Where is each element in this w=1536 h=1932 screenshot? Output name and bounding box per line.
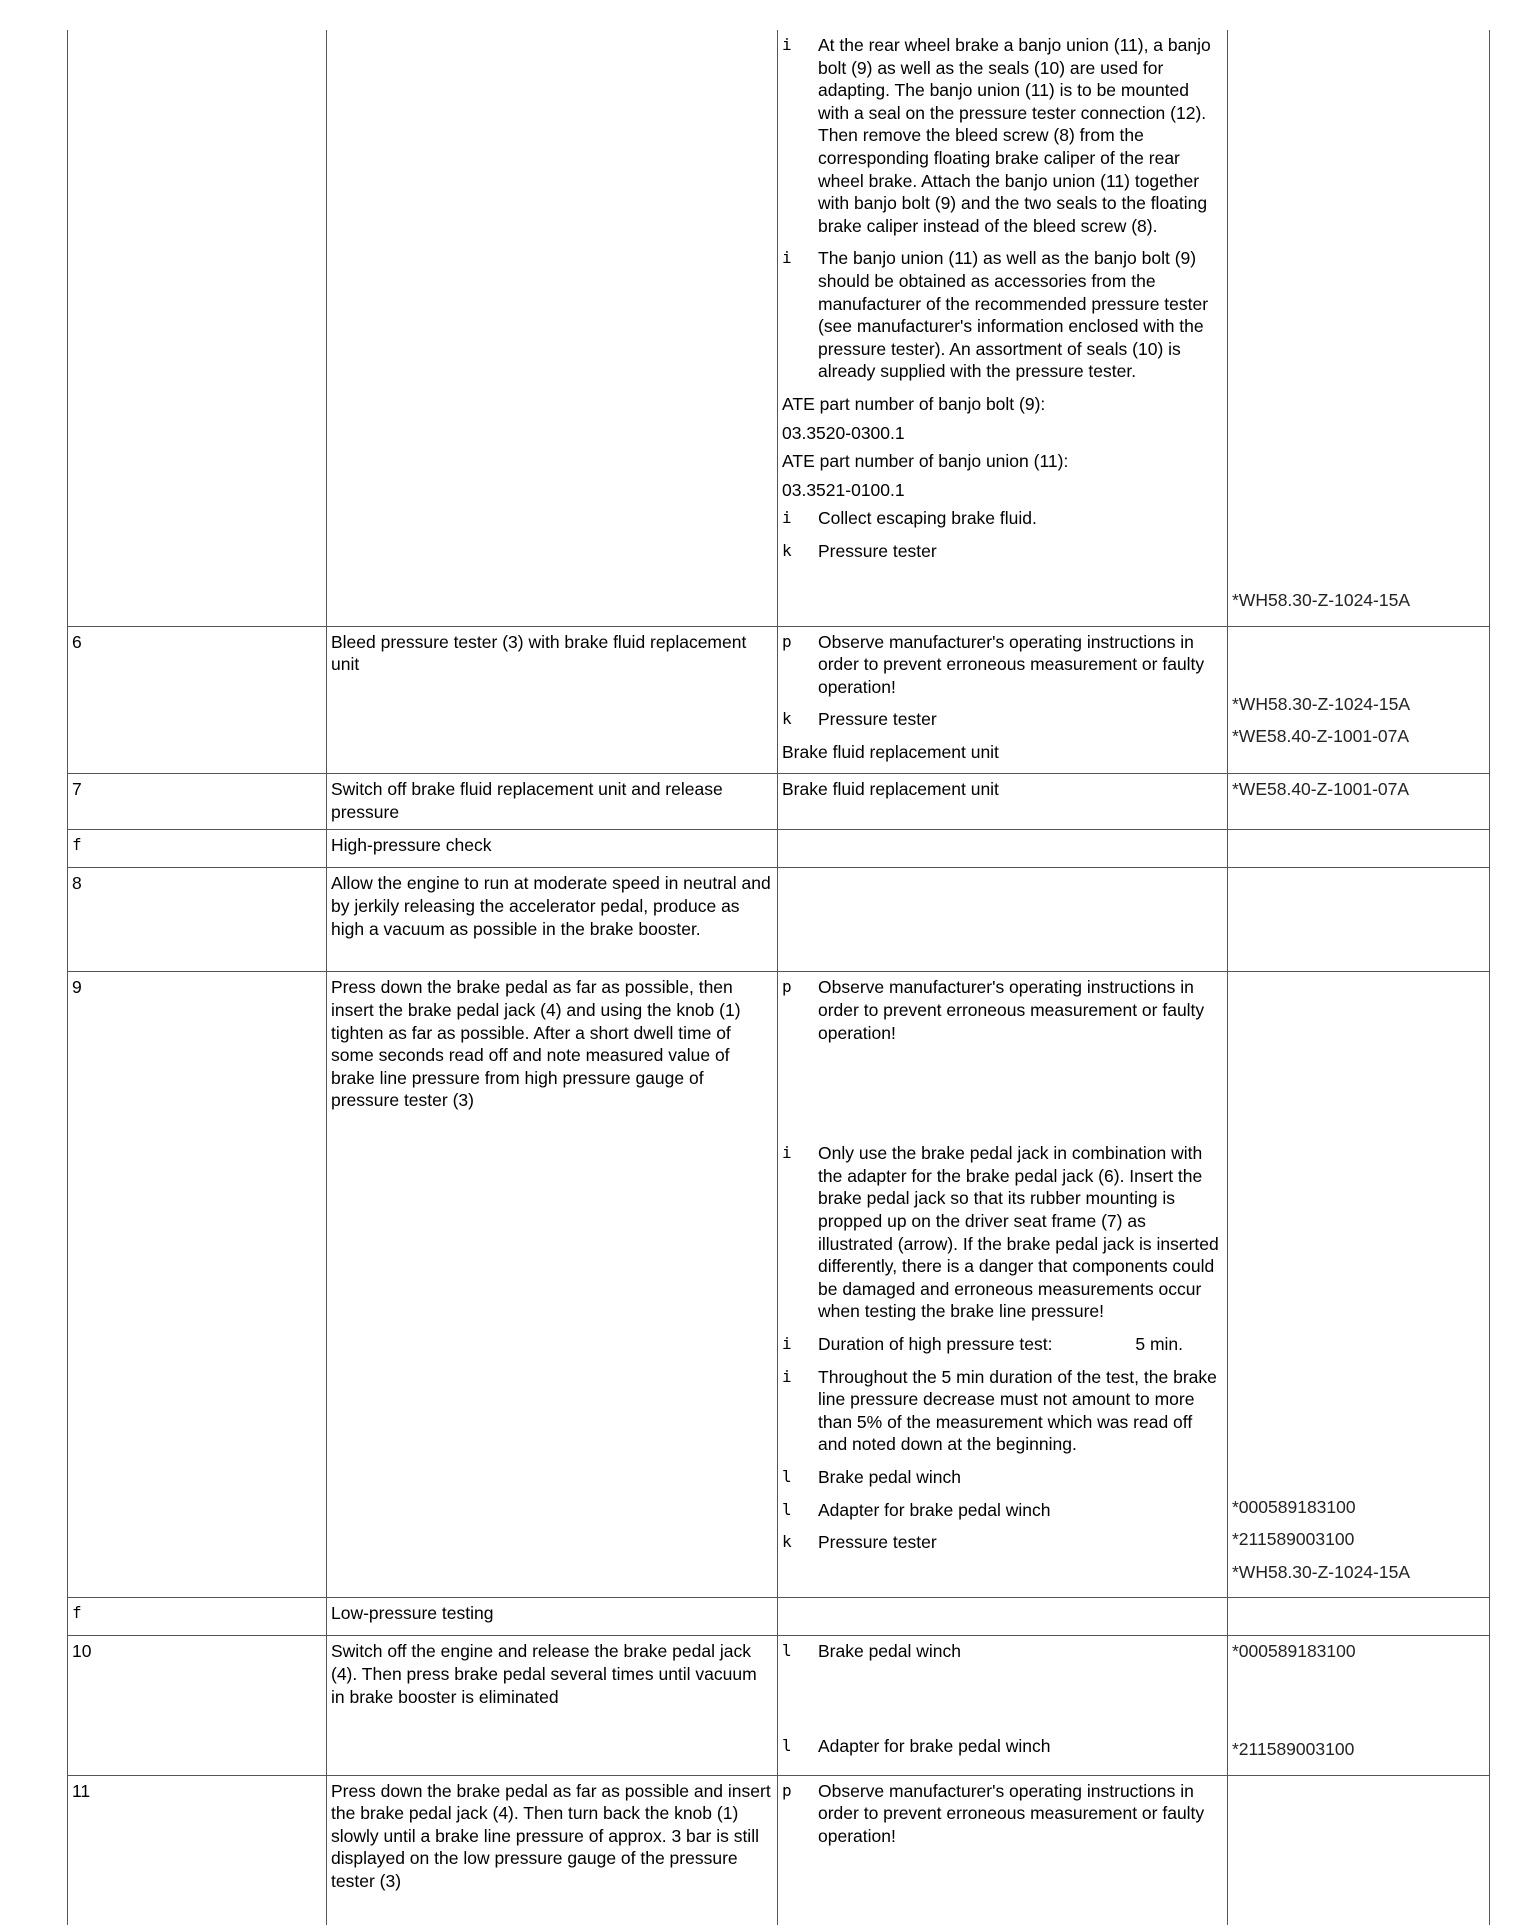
tool-icon: k xyxy=(782,540,792,560)
tool-note xyxy=(782,708,1223,731)
note-text: Observe manufacturer's operating instructions in order to prevent erroneous measurement or faulty operation! xyxy=(818,1780,1205,1846)
action-text: Switch off brake fluid replacement unit and release pressure xyxy=(327,774,778,830)
tool-icon: k xyxy=(782,709,792,729)
notes-cell xyxy=(778,868,1228,972)
info-note xyxy=(782,507,1223,530)
note-text: Brake pedal winch xyxy=(818,1641,961,1662)
info-icon: i xyxy=(782,35,792,54)
step-number: 11 xyxy=(68,1775,327,1925)
part-number: 03.3521-0100.1 xyxy=(782,479,905,500)
reference-cell xyxy=(1228,30,1490,626)
info-icon: i xyxy=(782,1366,792,1386)
warning-note xyxy=(782,976,1223,1044)
document-reference-link[interactable]: *000589183100 xyxy=(1232,1496,1356,1517)
note-text: Throughout the 5 min duration of the test, the brake line pressure decrease must not amount to more than 5% of the measurement which was read off and noted down at the beginning. xyxy=(818,1366,1217,1455)
table-row xyxy=(68,868,1490,972)
note-text: Collect escaping brake fluid. xyxy=(818,508,1037,529)
special-tool-icon: l xyxy=(782,1641,792,1661)
note-text: Observe manufacturer's operating instructions in order to prevent erroneous measurement or faulty operation! xyxy=(818,631,1205,697)
part-label: ATE part number of banjo union (11): xyxy=(782,451,1069,472)
action-text: Press down the brake pedal as far as possible, then insert the brake pedal jack (4) and using the knob (1) tighten as far as possible. After a short dwell time of some seconds read off and note measured value of brake line pressure from high pressure gauge of pressure tester (3) xyxy=(327,972,778,1598)
note-text: At the rear wheel brake a banjo union (11), a banjo bolt (9) as well as the seals (10) are used for adapting. The banjo union (11) is to be mounted with a seal on the pressure tester connection (12). Then remove the bleed screw (8) from the corresponding floating brake caliper of the rear wheel brake. Attach the banjo union (11) together with banjo bolt (9) and the two seals to the floating brake caliper instead of the bleed screw (8). xyxy=(818,35,1211,236)
info-note xyxy=(782,1142,1223,1323)
warning-icon: p xyxy=(782,1780,792,1800)
notes-cell xyxy=(778,972,1228,1598)
document-reference-link[interactable]: *WH58.30-Z-1024-15A xyxy=(1232,589,1410,610)
info-note xyxy=(782,1366,1223,1456)
section-title: High-pressure check xyxy=(327,830,778,868)
document-reference-link[interactable]: *WH58.30-Z-1024-15A xyxy=(1232,693,1410,714)
reference-cell xyxy=(1228,830,1490,868)
info-note xyxy=(782,34,1223,237)
reference-cell xyxy=(1228,774,1490,830)
note-text: The banjo union (11) as well as the banjo bolt (9) should be obtained as accessories from the manufacturer of the recommended pressure tester (see manufacturer's information enclosed with the pressure tester). An assortment of seals (10) is already supplied with the pressure tester. xyxy=(818,248,1209,382)
procedure-document xyxy=(67,30,1489,1925)
reference-cell xyxy=(1228,1775,1490,1925)
info-note xyxy=(782,1333,1223,1356)
tool-text: Brake fluid replacement unit xyxy=(782,741,999,762)
info-icon: i xyxy=(782,248,792,268)
reference-cell xyxy=(1228,868,1490,972)
reference-cell xyxy=(1228,626,1490,774)
info-note xyxy=(782,247,1223,383)
reference-cell xyxy=(1228,1636,1490,1775)
document-reference-link[interactable]: *WE58.40-Z-1001-07A xyxy=(1232,779,1410,800)
document-reference-link[interactable]: *WE58.40-Z-1001-07A xyxy=(1232,726,1410,747)
table-row xyxy=(68,774,1490,830)
document-reference-link[interactable]: *211589003100 xyxy=(1232,1529,1355,1550)
notes-cell xyxy=(778,830,1228,868)
step-number: 6 xyxy=(68,626,327,774)
tool-icon: k xyxy=(782,1532,792,1552)
table-row xyxy=(68,626,1490,774)
special-tool-note xyxy=(782,1640,1223,1663)
notes-cell xyxy=(778,30,1228,626)
special-tool-icon: l xyxy=(782,1499,792,1519)
info-icon: i xyxy=(782,1334,792,1353)
document-reference-link[interactable]: *WH58.30-Z-1024-15A xyxy=(1232,1561,1410,1582)
tool-note xyxy=(782,1531,1223,1554)
info-icon: i xyxy=(782,508,792,528)
warning-icon: p xyxy=(782,977,792,997)
special-tool-icon: l xyxy=(782,1736,792,1756)
reference-cell xyxy=(1228,972,1490,1598)
section-row xyxy=(68,1598,1490,1636)
action-text: Allow the engine to run at moderate speed in neutral and by jerkily releasing the accelerator pedal, produce as high a vacuum as possible in the brake booster. xyxy=(327,868,778,972)
document-reference-link[interactable]: *000589183100 xyxy=(1232,1641,1356,1662)
tool-note xyxy=(782,540,1223,563)
table-row xyxy=(68,972,1490,1598)
procedure-table xyxy=(67,30,1490,1925)
special-tool-note xyxy=(782,1735,1223,1758)
notes-cell xyxy=(778,626,1228,774)
step-number: 8 xyxy=(68,868,327,972)
notes-cell xyxy=(778,774,1228,830)
table-row xyxy=(68,1775,1490,1925)
section-row xyxy=(68,830,1490,868)
part-number: 03.3520-0300.1 xyxy=(782,422,905,443)
table-row xyxy=(68,30,1490,626)
document-reference-link[interactable]: *211589003100 xyxy=(1232,1739,1355,1760)
duration-value: 5 min. xyxy=(1135,1334,1183,1354)
special-tool-icon: l xyxy=(782,1466,792,1486)
note-text: Adapter for brake pedal winch xyxy=(818,1499,1051,1520)
step-number: 9 xyxy=(68,972,327,1598)
section-marker: f xyxy=(68,1598,327,1636)
reference-cell xyxy=(1228,1598,1490,1636)
note-text: Only use the brake pedal jack in combination with the adapter for the brake pedal jack (6). Insert the brake pedal jack so that its rubber mounting is propped up on the driver seat frame (7) as illustrated (arrow). If the brake pedal jack is inserted differently, there is a danger that components could be damaged and erroneous measurements occur when testing the brake line pressure! xyxy=(818,1143,1219,1322)
note-text: Brake pedal winch xyxy=(818,1466,961,1487)
table-row xyxy=(68,1636,1490,1775)
note-text: Pressure tester xyxy=(818,540,937,561)
warning-note xyxy=(782,1780,1223,1848)
section-marker: f xyxy=(68,830,327,868)
warning-icon: p xyxy=(782,631,792,651)
note-text: Duration of high pressure test: xyxy=(818,1334,1053,1354)
notes-cell xyxy=(778,1598,1228,1636)
action-text: Press down the brake pedal as far as possible and insert the brake pedal jack (4). Then turn back the knob (1) slowly until a brake line pressure of approx. 3 bar is still displayed on the low pressure gauge of the pressure tester (3) xyxy=(327,1775,778,1925)
step-number: 7 xyxy=(68,774,327,830)
action-text: Bleed pressure tester (3) with brake fluid replacement unit xyxy=(327,626,778,774)
action-text: Switch off the engine and release the brake pedal jack (4). Then press brake pedal several times until vacuum in brake booster is eliminated xyxy=(327,1636,778,1775)
special-tool-note xyxy=(782,1466,1223,1489)
tool-text: Brake fluid replacement unit xyxy=(782,779,999,800)
note-text: Pressure tester xyxy=(818,1532,937,1553)
action-cell xyxy=(327,30,778,626)
part-label: ATE part number of banjo bolt (9): xyxy=(782,393,1046,414)
section-title: Low-pressure testing xyxy=(327,1598,778,1636)
notes-cell xyxy=(778,1775,1228,1925)
warning-note xyxy=(782,631,1223,699)
note-text: Observe manufacturer's operating instructions in order to prevent erroneous measurement or faulty operation! xyxy=(818,977,1205,1043)
special-tool-note xyxy=(782,1499,1223,1522)
info-icon: i xyxy=(782,1143,792,1163)
note-text: Adapter for brake pedal winch xyxy=(818,1736,1051,1757)
step-cell xyxy=(68,30,327,626)
notes-cell xyxy=(778,1636,1228,1775)
note-text: Pressure tester xyxy=(818,709,937,730)
step-number: 10 xyxy=(68,1636,327,1775)
